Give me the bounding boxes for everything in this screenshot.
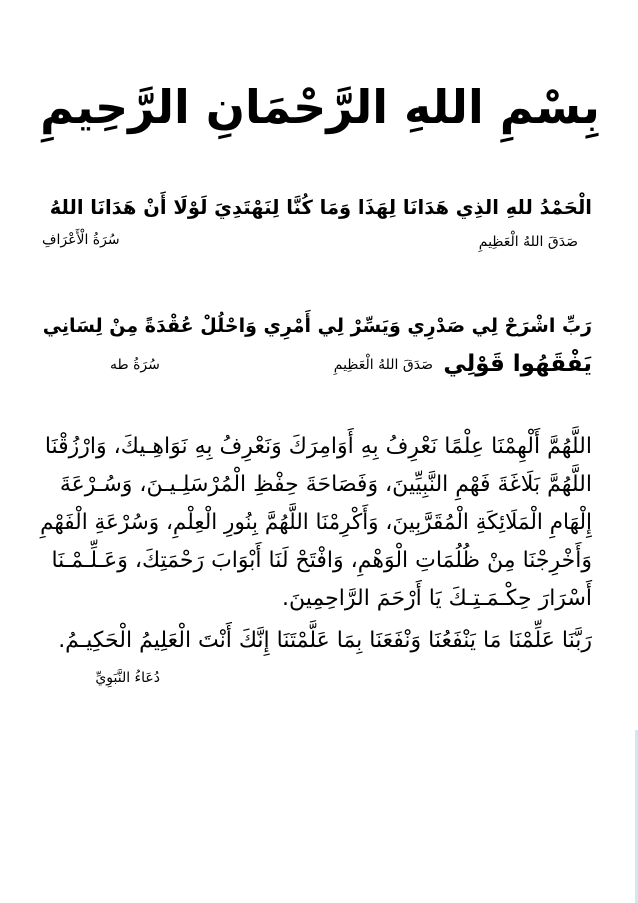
verse-al-araf-sadaq: صَدَقَ اللهُ الْعَظِيمِ	[478, 234, 578, 250]
dua-label: دُعَاءُ النَّبَوِيِّ	[95, 670, 160, 686]
dua-line: وَأَخْرِجْنَا مِنْ ظُلُمَاتِ الْوَهْمِ، وَافْتَحْ لَنَا أَبْوَابَ رَحْمَتِكَ، وَعَـلِّـمْـنَا	[51, 548, 592, 573]
verse-al-araf: الْحَمْدُ للهِ الذِي هَدَانَا لِهَذَا وَمَا كُنَّا لِنَهْتَدِيَ لَوْلَا أَنْ هَدَانَا اللهُ	[49, 196, 592, 219]
verse-al-araf-surah: سُرَةُ الْأَعْرَافِ	[42, 232, 120, 248]
dua-line: اللَّهُمَّ أَلْهِمْنَا عِلْمًا نَعْرِفُ بِهِ أَوَامِرَكَ وَنَعْرِفُ بِهِ نَوَاهِـيكَ، وَارْزُقْنَا	[44, 434, 592, 459]
verse-taha-line-2: يَفْقَهُوا قَوْلِي	[443, 351, 592, 377]
verse-taha-sadaq: صَدَقَ اللهُ الْعَظِيمِ	[333, 357, 433, 373]
dua-line: اللَّهُمَّ بَلَاغَةَ فَهْمِ النَّبِيِّينَ، وَفَصَاحَةَ حِفْظِ الْمُرْسَلِـيـنَ، وَسُـرْعَةَ	[59, 472, 592, 497]
basmala-heading: بِسْمِ اللهِ الرَّحْمَانِ الرَّحِيمِ	[40, 80, 600, 134]
verse-taha-surah: سُرَةُ طه	[110, 357, 160, 373]
dua-paragraph	[40, 428, 592, 618]
dua-closing-line: رَبَّنَا عَلِّمْنَا مَا يَنْفَعُنَا وَنْفَعَنَا بِمَا عَلَّمْتَنَا إِنَّكَ أَنْتَ الْعَلِيمُ الْحَكِيـمُ.	[58, 628, 592, 653]
dua-line: إِلْهَامِ الْمَلَائِكَةِ الْمُقَرَّبِينَ، وَأَكْرِمْنَا اللَّهُمَّ بِنُورِ الْعِلْمِ، وَسُرْعَةِ الْفَهْمِ	[40, 510, 592, 535]
dua-closing	[40, 622, 592, 660]
dua-line: أَسْرَارَ حِكْـمَـتِـكَ يَا أَرْحَمَ الرَّاحِمِينَ.	[282, 586, 592, 611]
verse-taha-line-1: رَبِّ اشْرَحْ لِي صَدْرِي وَيَسِّرْ لِي أَمْرِي وَاحْلُلْ عُقْدَةً مِنْ لِسَانِي	[42, 315, 592, 337]
